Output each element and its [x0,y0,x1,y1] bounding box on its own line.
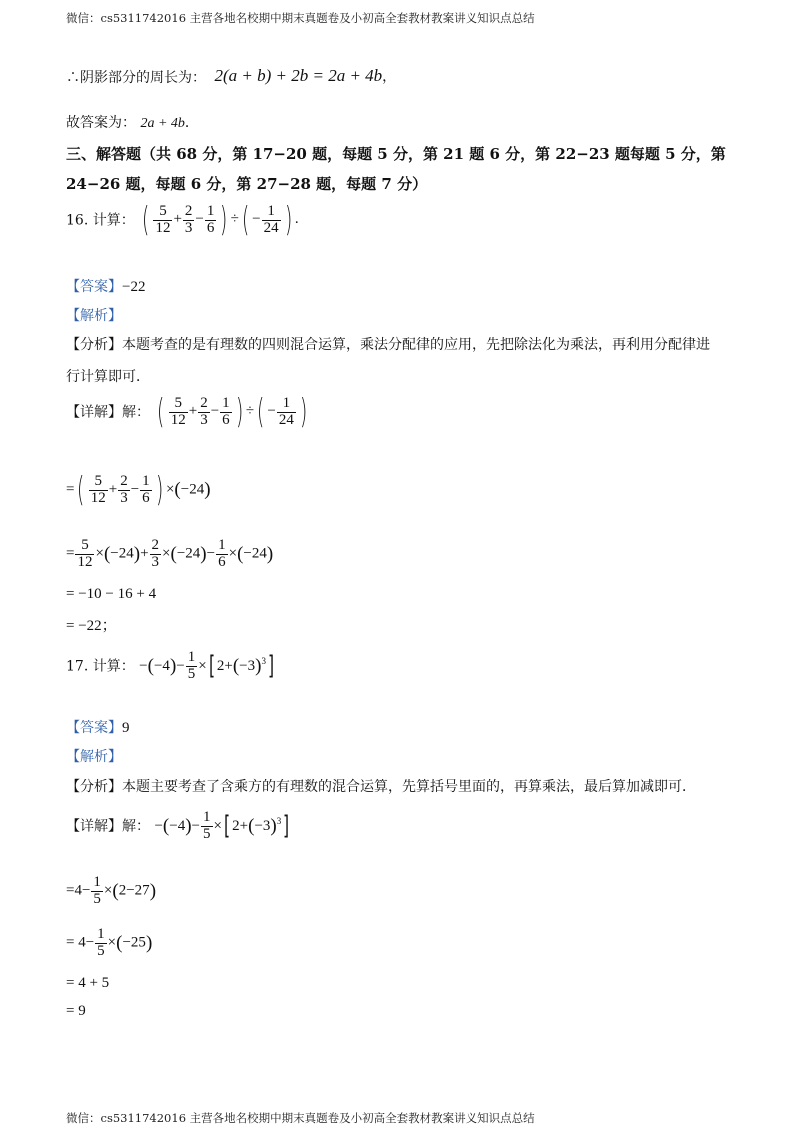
q17-expression: −(−4)− $\frac{1}{5}$ ×[ $2+(-3)^3$] [139,649,275,682]
q16-fenxi-line1 [66,334,710,354]
perimeter-expr: 2(a + b) + 2b = 2a + 4b [214,66,383,85]
q16-step4: = −10 − 16 + 4 [66,586,157,602]
q17-step4: = 9 [66,1003,86,1019]
q16-answer [66,276,145,296]
q17-step3: = 4 + 5 [66,975,110,991]
answer-expr: 2a + 4b [140,116,185,131]
page-header: 微信：cs5311742016 主营各地名校期中期末真题卷及小初高全套教材教案讲义知识点总结 [66,11,535,25]
q17-detail-tag: 【详解】 [66,818,122,835]
q16-label: 16. 计算： [66,212,135,229]
q16-detail-expr: ( $\frac{5}{12}$ + $\frac{2}{3}$ − $\frac{1}{6}$ ) ÷( − $\frac{1}{24}$ ) [157,392,308,432]
q17-step1: =4− $\frac{1}{5}$ ×(2−27) [66,874,157,907]
perimeter-lead: ∴阴影部分的周长为： [66,70,206,86]
answer-tail: ． [184,115,199,131]
section-heading-line2: 24−26 题，每题 6 分，第 27−28 题，每题 7 分） [66,175,428,193]
page-footer: 微信：cs5311742016 主营各地名校期中期末真题卷及小初高全套教材教案讲义知识点总结 [66,1111,535,1125]
q16-step2: = $\frac{5}{12}$ ×(−24)+ $\frac{2}{3}$ ×(−24)− $\frac{1}{6}$ ×(−24) [66,537,274,570]
q16-fenxi-tag: 【分析】 [66,337,122,353]
q16-detail [66,392,310,432]
q17-answer-tag: 【答案】 [66,720,122,736]
q17-fenxi-line1 [66,776,696,796]
q17-answer [66,717,130,737]
q16-fenxi-line2: 行计算即可． [66,369,150,385]
q16-problem [66,200,299,240]
q17-detail [66,810,291,843]
q16-detail-lead: 解： [122,404,150,421]
q16-step5: = −22； [66,618,117,634]
q17-detail-expr: −(−4)− $\frac{1}{5}$ ×[ $2+(-3)^3$] [154,809,290,842]
answer-line [66,112,199,132]
q17-answer-value: 9 [122,720,130,736]
perimeter-tail: ， [382,69,397,85]
q16-answer-value: −22 [122,279,146,295]
q16-expression: ( $\frac{5}{12}$ + $\frac{2}{3}$ − $\frac{1}{6}$ ) ÷( − $\frac{1}{24}$ ) . [142,200,299,240]
q17-analysis-tag: 【解析】 [66,749,122,765]
section-heading-line1: 三、解答题（共 68 分，第 17−20 题，每题 5 分，第 21 题 6 分，第 22−23 题每题 5 分，第 [66,145,726,163]
q17-problem [66,650,276,683]
q16-step1: =( $\frac{5}{12}$ + $\frac{2}{3}$ − $\frac{1}{6}$ ) ×(−24) [66,470,211,510]
q17-fenxi-text1: 本题主要考查了含乘方的有理数的混合运算，先算括号里面的，再算乘法，最后算加减即可． [122,779,696,795]
answer-lead: 故答案为： [66,115,136,131]
q17-step2: = 4− $\frac{1}{5}$ ×(−25) [66,926,153,959]
q17-label: 17. 计算： [66,658,135,675]
perimeter-line [66,66,396,87]
q17-fenxi-tag: 【分析】 [66,779,122,795]
q17-detail-lead: 解： [122,818,150,835]
q16-fenxi-text1: 本题考查的是有理数的四则混合运算，乘法分配律的应用，先把除法化为乘法，再利用分配律进 [122,337,710,353]
q16-detail-tag: 【详解】 [66,404,122,421]
q16-analysis-tag: 【解析】 [66,308,122,324]
q16-answer-tag: 【答案】 [66,279,122,295]
